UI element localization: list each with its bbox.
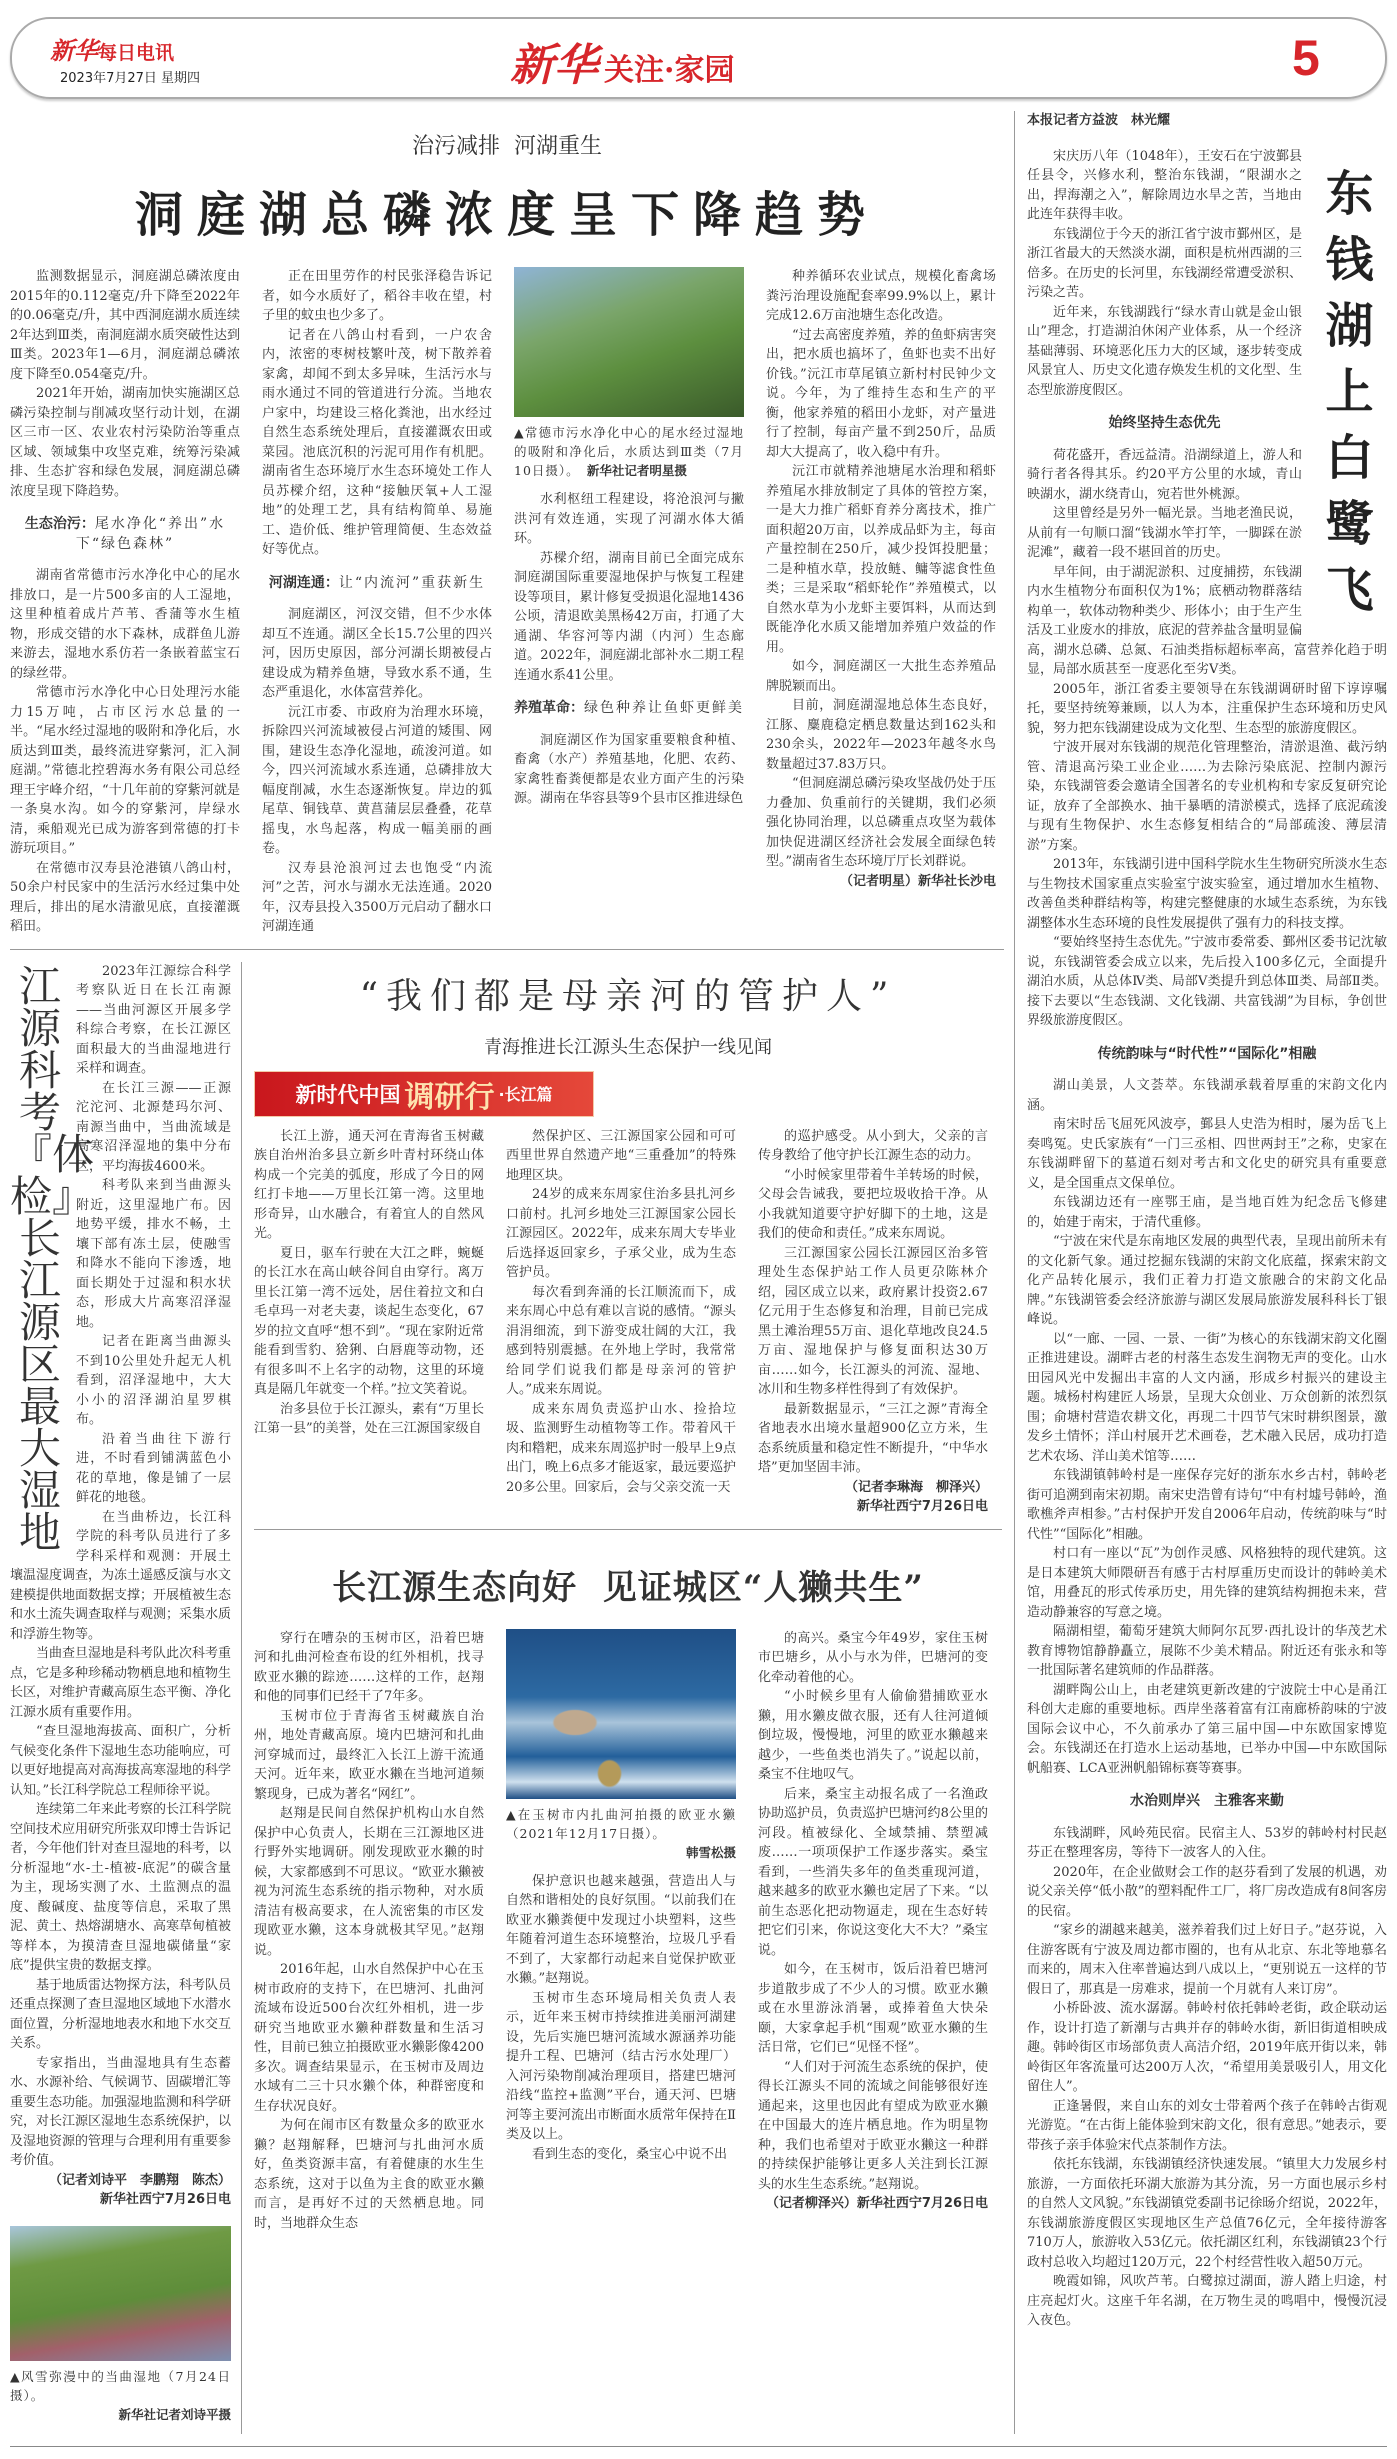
paragraph: 每次看到奔涌的长江顺流而下，成来东周心中总有难以言说的感情。“源头涓涓细流，到下游变成壮阔的大江，我感到特别震撼。在外地上学时，我常常给同学们说我们都是母亲河的管护人。”成来东周说。 [506,1284,736,1397]
section-name: 关注·家园 [604,53,735,88]
paragraph: 村口有一座以“瓦”为创作灵感、风格独特的现代建筑。这是日本建筑大师隈研吾有感于古村厚重历史而设计的韩岭美术馆，用叠瓦的形式传承历史，用先锋的建筑结构拥抱未来，营造动静兼容的写意之境。 [1027,1546,1387,1620]
paragraph: 近年来，东钱湖践行“绿水青山就是金山银山”理念，打造湖泊休闲产业体系，从一个经济基础薄弱、环境恶化压力大的区域，逐步转变成风景宜人、历史文化遗存焕发生机的文化型、生态型旅游度假区。 [1027,304,1302,398]
paragraph: 这里曾经是另外一幅光景。当地老渔民说，从前有一句顺口溜“钱湖水竿打竿，一脚踩在淤泥滩”，藏着一段不堪回首的历史。 [1027,506,1302,560]
paragraph: 然保护区、三江源国家公园和可可西里世界自然遗产地“三重叠加”的特殊地理区块。 [506,1128,736,1183]
dongqian-article [1015,111,1387,2331]
paragraph: 夏日，驱车行驶在大江之畔，蜿蜒的长江水在高山峡谷间自由穿行。离万里长江第一湾不远处，居住着拉文和白毛卓玛一对老夫妻，谈起生态变化，67岁的拉文直呼“想不到”。“现在家附近常能看到雪豹、猞猁、白唇鹿等动物，还有很多叫不上名字的动物，这里的环境真是隔几年就变一个样。”拉文笑着说。 [254,1245,484,1397]
paragraph: “宁波在宋代是东南地区发展的典型代表，呈现出前所未有的文化新气象。通过挖掘东钱湖的宋韵文化底蕴，探索宋韵文化产品转化展示，我们正着力打造文旅融合的宋韵文化品牌。”东钱湖管委会经济旅游与湖区发展局旅游发展科科长丁银峰说。 [1027,1234,1387,1327]
subheading [1027,1045,1387,1065]
masthead [10,17,1387,99]
paragraph: 穿行在嘈杂的玉树市区，沿着巴塘河和扎曲河检查布设的红外相机，找寻欧亚水獭的踪迹……这样的工作，赵翔和他的同事们已经干了7年多。 [254,1630,484,1704]
paragraph: 正在田里劳作的村民张泽稳告诉记者，如今水质好了，稻谷丰收在望，村子里的蚊虫也少多了。 [262,269,492,323]
paragraph: 东钱湖边还有一座鄂王庙，是当地百姓为纪念岳飞修建的，始建于南宋，于清代重修。 [1027,1195,1387,1230]
photo-credit: 新华社记者刘诗平摄 [118,2406,231,2422]
paragraph: 为何在闹市区有数量众多的欧亚水獭？赵翔解释，巴塘河与扎曲河水质好，鱼类资源丰富，有着健康的水生生态系统，这对于以鱼为主食的欧亚水獭而言，是再好不过的天然栖息地。同时，当地群众生态 [254,2118,484,2231]
dongting-col-3 [514,267,744,809]
paragraph: 宋庆历八年（1048年），王安石在宁波鄞县任县令，兴修水利，整治东钱湖，“限湖水之出，捍海潮之入”，解除周边水旱之苦，当地由此连年获得丰收。 [1027,148,1302,222]
banner-text: 新时代中国 [295,1082,401,1107]
paragraph: 东钱湖镇韩岭村是一座保存完好的浙东水乡古村，韩岭老街可追溯到南宋初期。南宋史浩曾有诗句“中有村墟号韩岭，渔歌樵斧声相参。”古村保护开发自2006年启动，传统韵味与“时代性”“国际化”相融。 [1027,1468,1387,1542]
muqinhe-col-1 [254,1127,484,1439]
paper-logo [50,31,174,66]
paragraph: 隔湖相望，葡萄牙建筑大师阿尔瓦罗·西扎设计的华茂艺术教育博物馆静静矗立，展陈不少美术精品。附近还有张永和等一批国际著名建筑师的作品群落。 [1027,1624,1387,1678]
dongting-headline: 洞庭湖总磷浓度呈下降趋势 [134,187,879,243]
dongting-article [10,129,1004,937]
paragraph: 后来，桑宝主动报名成了一名渔政协助巡护员，负责巡护巴塘河约8公里的河段。植被绿化、全域禁捕、禁塑减废……一项项保护工作逐步落实。桑宝看到，一些消失多年的鱼类重现河道，越来越多的欧亚水獭也定居了下来。“以前生态恶化把动物逼走，现在生态好转把它们引来，你说这变化大不大？”桑宝说。 [758,1786,988,1958]
paragraph: 如今，洞庭湖区一大批生态养殖品牌脱颖而出。 [766,659,996,694]
subheading-text: 尾水净化“养出”水下“绿色森林” [75,516,226,552]
dongting-byline: （记者明星）新华社长沙电 [839,873,996,889]
paragraph: 2013年，东钱湖引进中国科学院水生生物研究所淡水生态与生物技术国家重点实验室宁波实验室，通过增加水生植物、改善鱼类种群结构等，构建完整健康的水域生态系统，为东钱湖整体水生态环境的良性发展提供了强有力的科技支撑。 [1027,857,1387,931]
paragraph: 科考队来到当曲源头附近，这里湿地广布。因地势平缓，排水不畅，土壤下部有冻土层，使融雪和降水不能向下渗透，地面长期处于过湿和积水状态，形成大片高寒沼泽湿地。 [76,1178,231,1330]
lower-right-area [242,962,1002,2234]
paragraph: 2005年，浙江省委主要领导在东钱湖调研时留下谆谆嘱托，要坚持统筹兼顾，以人为本，注重保护生态环境和历史风貌，努力把东钱湖建设成为文化型、生态型的旅游度假区。 [1027,681,1387,736]
paper-logo-suffix: 每日电讯 [98,42,175,64]
paragraph: 三江源国家公园长江源园区治多管理处生态保护站工作人员更尕陈林介绍，园区成立以来，政府累计投资2.67亿元用于生态修复和治理，目前已完成黑土滩治理55万亩、退化草地改良24.5万亩、湿地保护与修复面积达30万亩……如今，长江源头的河流、湿地、冰川和生物多样性得到了有效保护。 [758,1245,988,1397]
otter-photo-caption [506,1805,736,1862]
paragraph: 湖南省常德市污水净化中心的尾水排放口，是一片500多亩的人工湿地，这里种植着成片芦苇、香蒲等水生植物，形成交错的水下森林，成群鱼儿游来游去，湿地水系仿若一条嵌着蓝宝石的绿丝带。 [10,568,240,681]
paragraph: 2020年，在企业做财会工作的赵芬看到了发展的机遇，劝说父亲关停“低小散”的塑料配件工厂，将厂房改造成有8间客房的民宿。 [1027,1864,1387,1919]
series-banner [254,1071,594,1117]
dongting-col-4 [766,267,996,891]
dongqian-headline: 东钱湖上白鹭飞 [1325,165,1374,618]
dongting-columns [10,267,1004,937]
paragraph: 成来东周负责巡护山水、捡拾垃圾、监测野生动植物等工作。带着风干肉和糌粑，成来东周巡护时一般早上9点出门，晚上6点多才能返家，最远要巡护20多公里。回家后，会与父亲交流一天 [506,1401,736,1495]
subheading-text: 绿色种养让鱼虾更鲜美 [584,700,744,716]
paragraph: 在当曲桥边，长江科学院的科考队员进行了多学科采样和观测：开展土壤温湿度调查，为冻土遥感反演与水文建模提供地面数据支撑；开展植被生态和水土流失调查取样与观测；采集水质和浮游生物等。 [10,1509,232,1642]
otter-col-3 [758,1629,988,2214]
photo-credit: 新华社记者明星摄 [586,463,687,478]
subheading [262,574,492,594]
jiangyuan-article [10,962,242,2434]
paragraph: 治多县位于长江源头，素有“万里长江第一县”的美誉，处在三江源国家级自 [254,1401,484,1436]
paragraph: 荷花盛开，香远益清。沿湖绿道上，游人和骑行者各得其乐。约20平方公里的水域，青山映湖水，湖水绕青山，宛若世外桃源。 [1027,447,1302,502]
muqinhe-headline: “我们都是母亲河的管护人” [359,975,897,1017]
paragraph: 2016年起，山水自然保护中心在玉树市政府的支持下，在巴塘河、扎曲河流域布设近500台次红外相机，进一步研究当地欧亚水獭种群数量和生活习性，目前已独立拍摄欧亚水獭影像4200多次。调查结果显示，在玉树市及周边水域有二三十只水獭个体，种群密度和生存状况良好。 [254,1962,484,2114]
paragraph: 看到生态的变化，桑宝心中说不出 [532,2146,728,2162]
otter-col-2-text [506,1872,736,2165]
subheading-label: 传统韵味与“时代性”“国际化”相融 [1097,1045,1317,1062]
paragraph: “过去高密度养殖，养的鱼虾病害突出，把水质也搞坏了，鱼虾也卖不出好价钱。”沅江市草尾镇立新村村民钟少文说。今年，为了维持生态和生产的平衡，他家养殖的稻田小龙虾，对产量进行了控制，每亩产量不到250斤，品质却大大提高了，收入稳中有升。 [766,327,996,460]
subheading-label: 河湖连通： [268,574,339,591]
paragraph: 专家指出，当曲湿地具有生态蓄水、水源补给、气候调节、固碳增汇等重要生态功能。加强湿地监测和科学研究，对长江源区湿地生态系统保护，以及湿地资源的管理与合理利用有重要参考价值。 [10,2055,232,2168]
paragraph: 当曲查旦湿地是科考队此次科考重点，它是多种珍稀动物栖息地和植物生长区，对维护青藏高原生态平衡、净化江源水质有重要作用。 [10,1646,232,1720]
paragraph: 在长江三源——正源沱沱河、北源楚玛尔河、南源当曲中，当曲流域是高寒沼泽湿地的集中分布区，平均海拔4600米。 [76,1080,231,1174]
paragraph: 苏樑介绍，湖南目前已全面完成东洞庭湖国际重要湿地保护与恢复工程建设等项目，累计修复受损退化湿地1436公顷，清退欧美黑杨42万亩，打通了大通湖、华容河等内湖（内河）生态廊道。2022年，洞庭湖北部补水二期工程连通水系41公里。 [514,550,744,683]
otter-col-1 [254,1629,484,2234]
paragraph: 长江上游，通天河在青海省玉树藏族自治州治多县立新乡叶青村环绕山体构成一个完美的弧度，形成了今日的网红打卡地——万里长江第一湾。这里地形奇异，山水融合，有着宜人的自然风光。 [254,1128,484,1241]
subheading-text: 让“内流河”重获新生 [338,574,486,591]
caption-text: ▲风雪弥漫中的当曲湿地（7月24日摄）。 [10,2368,231,2403]
left-area [10,111,1015,2434]
muqinhe-col-2 [506,1127,736,1498]
muqinhe-col-3 [758,1127,988,1517]
issue-date: 2023年7月27日 星期四 [60,71,201,86]
lower-area [10,949,1004,2434]
section-logo [510,29,734,93]
otter-headline: 长江源生态向好 见证城区“人獭共生” [332,1567,924,1608]
paragraph: 最新数据显示，“三江之源”青海全省地表水出境水量超900亿立方米，生态系统质量和稳定性不断提升，“中华水塔”更加坚固丰沛。 [758,1401,988,1475]
dongting-col-3-text [514,490,744,809]
caption-text: ▲常德市污水净化中心的尾水经过湿地的吸附和净化后，水质达到Ⅲ类（7月10日摄）。 [514,425,744,478]
paragraph: 东钱湖畔，风岭苑民宿。民宿主人、53岁的韩岭村村民赵芬正在整理客房，等待下一波客人的入住。 [1027,1825,1387,1860]
paragraph: 宁波开展对东钱湖的规范化管理整治，清淤退渔、截污纳管、清退高污染工业企业……为去除污染底泥、控制内源污染，东钱湖管委会邀请全国著名的专业机构和专家反复研究论证，放弃了全部换水、抽干暴晒的清淤模式，选择了底泥疏浚与现有生物保护、水生态修复相结合的“局部疏浚、薄层清淤”方案。 [1027,740,1387,853]
paragraph: 早年间，由于湖泥淤积、过度捕捞，东钱湖内水生植物分布面积仅为1%；底栖动物群落结构单一，软体动物种类少、形体小；由于生产生活及工业废水的排放，底泥的营养盐含量明显偏高，湖水总磷、总氮、石油类指标超标率高，富营养化趋于明显，局部水质甚至一度恶化至劣Ⅴ类。 [1027,564,1387,677]
paragraph: 水利枢纽工程建设，将沧浪河与撇洪河有效连通，实现了河湖水体大循环。 [514,492,744,546]
paragraph: 南宋时岳飞屈死风波亭，鄞县人史浩为相时，屡为岳飞上奏鸣冤。史氏家族有“一门三丞相、四世两封王”之称，史家在东钱湖畔留下的墓道石刻对考古和文化史的研究具有重要意义，是全国重点文保单位。 [1027,1117,1387,1191]
subheading-label: 生态治污： [24,516,95,532]
paragraph: 东钱湖位于今天的浙江省宁波市鄞州区，是浙江省最大的天然淡水湖，面积是杭州西湖的三倍多。在历史的长河里，东钱湖经常遭受淤积、污染之苦。 [1027,226,1302,300]
paragraph: 沿着当曲往下游行进，不时看到铺满蓝色小花的草地，像是铺了一层鲜花的地毯。 [76,1431,231,1505]
dongting-kicker: 治污减排 河湖重生 [412,134,602,159]
paragraph: 如今，在玉树市，饭后沿着巴塘河步道散步成了不少人的习惯。欧亚水獭或在水里游泳消暑，或捧着鱼大快朵颐，大家拿起手机“围观”欧亚水獭的生活日常，它们已“见怪不怪”。 [758,1962,988,2055]
muqinhe-subtitle: 青海推进长江源头生态保护一线见闻 [484,1036,772,1058]
jiangyuan-reporters: （记者刘诗平 李鹏翔 陈杰） [48,2172,231,2188]
paragraph: 常德市污水净化中心日处理污水能力15万吨，占市区污水总量的一半。“尾水经过湿地的吸附和净化后，水质达到Ⅲ类，最终流进穿紫河，汇入洞庭湖。”常德北控碧海水务有限公司总经理王宇峰介绍，“十几年前的穿紫河就是一条臭水沟。如今的穿紫河，岸绿水清，乘船观光已成为游客到常德的打卡游玩项目。” [10,685,240,856]
banner-text: 调研行 [404,1079,495,1115]
paragraph: 玉树市生态环境局相关负责人表示，近年来玉树市持续推进美丽河湖建设，先后实施巴塘河流域水源涵养功能提升工程、巴塘河（结古污水处理厂）入河污染物削减治理项目，搭建巴塘河沿线“监控+监测”平台，通天河、巴塘河等主要河流出市断面水质常年保持在Ⅱ类及以上。 [506,1990,736,2142]
paragraph: 保护意识也越来越强，营造出人与自然和谐相处的良好氛围。“以前我们在欧亚水獭粪便中发现过小块塑料，这些年随着河道生态环境整治，垃圾几乎看不到了，大家都行动起来自觉保护欧亚水獭。”赵翔说。 [506,1873,736,1986]
otter-article [254,1529,1002,2234]
paragraph: “小时候乡里有人偷偷猎捕欧亚水獭，用水獭皮做衣服，还有人往河道倾倒垃圾，慢慢地，河里的欧亚水獭越来越少，一些鱼类也消失了。”说起以前，桑宝不住地叹气。 [758,1689,988,1782]
paragraph: 在常德市汉寿县沧港镇八鸽山村，50余户村民家中的生活污水经过集中处理后，排出的尾水清澈见底，直接灌溉稻田。 [10,860,240,934]
paragraph: 洞庭湖区作为国家重要粮食种植、畜禽（水产）养殖基地，化肥、农药、家禽牲畜粪便都是农业方面产生的污染源。湖南在华容县等9个县市区推进绿色 [514,732,744,806]
paragraph: “要始终坚持生态优先。”宁波市委常委、鄞州区委书记沈敏说，东钱湖管委会成立以来，先后投入100多亿元，全面提升湖泊水质，从总体Ⅳ类、局部Ⅴ类提升到总体Ⅲ类、局部Ⅱ类。接下去要以“生态钱湖、文化钱湖、共富钱湖”为目标，争创世界级旅游度假区。 [1027,935,1387,1028]
otter-col-2 [506,1629,736,2165]
paragraph: 汉寿县沧浪河过去也饱受“内流河”之苦，河水与湖水无法连通。2020年，汉寿县投入3500万元启动了翻水口河湖连通 [262,860,492,934]
subheading [10,515,240,554]
dongting-photo [514,267,744,417]
jiangyuan-dateline: 新华社西宁7月26日电 [99,2192,231,2207]
paragraph: 的巡护感受。从小到大，父亲的言传身教给了他守护长江源生态的动力。 [758,1128,988,1163]
dongting-col-4-text [766,267,996,872]
banner-text: ·长江篇 [498,1085,553,1104]
subheading-label: 水治则岸兴 主雅客来勤 [1130,1793,1284,1809]
muqinhe-article [254,968,1002,1517]
subheading [1027,1792,1387,1812]
muqinhe-dateline: 新华社西宁7月26日电 [856,1499,988,1514]
paragraph: “查旦湿地海拔高、面积广，分析气候变化条件下湿地生态功能响应，可以更好地提高对高海拔高寒湿地的科学认知。”长江科学院总工程师徐平说。 [10,1724,232,1798]
paragraph: 晚霞如锦，风吹芦苇。白鹭掠过湖面，游人踏上归途，村庄亮起灯火。这座千年名湖，在万物生灵的鸣唱中，慢慢沉浸入夜色。 [1027,2274,1387,2328]
paragraph: 依托东钱湖，东钱湖镇经济快速发展。“镇里大力发展乡村旅游，一方面依托环湖大旅游为其分流，另一方面也展示乡村的自然人文风貌。”东钱湖镇党委副书记徐旸介绍说，2022年，东钱湖旅游度假区实现地区生产总值76亿元，全年接待游客710万人，旅游收入53亿元。依托湖区红利，东钱湖镇23个行政村总收入均超过120万元，22个村经营性收入超50万元。 [1027,2157,1387,2270]
paragraph: 基于地质雷达物探方法，科考队员还重点探测了查旦湿地区域地下水潜水面位置，分析湿地地表水和地下水交互关系。 [10,1977,232,2051]
dongqian-author: 本报记者方益波 林光耀 [1027,113,1171,128]
paragraph: 小桥卧波、流水潺潺。韩岭村依托韩岭老街，政企联动运作，设计打造了新潮与古典并存的韩岭水街，新旧街道相映成趣。韩岭街区市场部负责人高洁介绍，2019年底开街以来，韩岭街区年客流量可达200万人次，“希望用美景吸引人，用文化留住人”。 [1027,2001,1387,2094]
bottom-rule [10,2446,1387,2447]
subheading-label: 始终坚持生态优先 [1108,415,1221,431]
paragraph: 的高兴。桑宝今年49岁，家住玉树市巴塘乡，从小与水为伴，巴塘河的变化牵动着他的心。 [758,1630,988,1685]
dongting-col-1 [10,267,240,937]
paragraph: 记者在距离当曲源头不到10公里处升起无人机看到，沼泽湿地中，大大小小的沼泽湖泊星罗棋布。 [76,1334,231,1427]
paragraph: 记者在八鸽山村看到，一户农舍内，浓密的枣树枝繁叶茂，树下散养着家禽，却闻不到太多异味，生活污水与雨水通过不同的管道进行分流。当地农户家中，均建设三格化粪池，出水经过自然生态系统处理后，直接灌溉农田或菜园。池底沉积的污泥可用作有机肥。湖南省生态环境厅水生态环境处工作人员苏樑介绍，这种“接触厌氧+人工湿地”的处理工艺，具有结构简单、易施工、造价低、维护管理简便、生态效益好等优点。 [262,327,492,557]
caption-text: ▲在玉树市内扎曲河拍摄的欧亚水獭（2021年12月17日摄）。 [506,1806,736,1841]
muqinhe-reporters: （记者李琳海 柳泽兴） [844,1479,988,1495]
paragraph: 2023年江源综合科学考察队近日在长江南源——当曲河源区开展多学科综合考察，在长江源区面积最大的当曲湿地进行采样和调查。 [76,963,231,1076]
dongting-col-2 [262,267,492,937]
subheading-label: 养殖革命： [514,700,584,716]
paragraph: “小时候家里带着牛羊转场的时候，父母会告诫我，要把垃圾收拾干净。从小我就知道要守护好脚下的土地，这是我们的使命和责任。”成来东周说。 [758,1167,988,1241]
paragraph: 监测数据显示，洞庭湖总磷浓度由2015年的0.112毫克/升下降至2022年的0.06毫克/升，其中西洞庭湖水质连续2年达到Ⅲ类，南洞庭湖水质突破性达到Ⅲ类。2023年1—6月，洞庭湖总磷浓度下降至0.054毫克/升。 [10,269,240,382]
subheading [514,699,744,719]
paragraph: 洞庭湖区，河汊交错，但不少水体却互不连通。湖区全长15.7公里的四兴河，因历史原因，部分河湖长期被侵占建设成为精养鱼塘，导致水系不通，生态严重退化，水体富营养化。 [262,607,492,700]
photo-credit: 韩雪松摄 [685,1844,736,1860]
paragraph: 正逢暑假，来自山东的刘女士带着两个孩子在韩岭古街观光游览。“在古街上能体验到宋韵文化，很有意思。”她表示，要带孩子亲手体验宋代点茶制作方法。 [1027,2098,1387,2153]
paragraph: 24岁的成来东周家住治多县扎河乡口前村。扎河乡地处三江源国家公园长江源园区。2022年，成来东周大专毕业后选择返回家乡，子承父业，成为生态管护员。 [506,1187,736,1280]
muqinhe-col-3-text [758,1127,988,1478]
paragraph: 以“一廊、一园、一景、一街”为核心的东钱湖宋韵文化圈正推进建设。湖畔古老的村落生态发生润物无声的变化。山水田园风光中发掘出丰富的人文内涵，形成乡村振兴的建设主题。城杨村构建匠人场景，呈现大众创业、万众创新的浓烈氛围；俞塘村营造农耕文化，再现二十四节气宋时耕织图景，激发乡土情怀；洋山村展开艺术画卷，艺术融入民居，成功打造艺术农场、洋山美术馆等…… [1027,1331,1387,1464]
jiangyuan-photo-caption [10,2367,231,2424]
paragraph: 玉树市位于青海省玉树藏族自治州，地处青藏高原。境内巴塘河和扎曲河穿城而过，最终汇入长江上游干流通天河。近年来，欧亚水獭在当地河道频繁现身，已成为著名“网红”。 [254,1708,484,1802]
paragraph: 湖畔陶公山上，由老建筑更新改建的宁波院士中心是甬江科创大走廊的重要地标。西岸坐落着富有江南廊桥韵味的宁波国际会议中心，不久前承办了第三届中国—中东欧国家博览会。东钱湖还在打造水上运动基地，已举办中国—中东欧国际帆船赛、LCA亚洲帆船锦标赛等赛事。 [1027,1682,1387,1776]
section-brand: 新华 [510,40,598,91]
otter-byline: （记者柳泽兴）新华社西宁7月26日电 [765,2196,988,2211]
dongting-photo-caption [514,423,744,480]
otter-col-3-text [758,1629,988,2195]
paragraph: 2021年开始，湖南加快实施湖区总磷污染控制与削减攻坚行动计划，在湖区三市一区、农业农村污染防治等重点区域、领域集中攻坚克难，统筹污染减排、生态扩容和绿色发展，洞庭湖总磷浓度呈现下降趋势。 [10,386,240,499]
paragraph: 湖山美景，人文荟萃。东钱湖承载着厚重的宋韵文化内涵。 [1027,1078,1387,1113]
paragraph: 沅江市委、市政府为治理水环境，拆除四兴河流域被侵占河道的矮围、网围，建设生态净化湿地，疏浚河道。如今，四兴河流域水系连通，总磷排放大幅度削减，水生态逐渐恢复。岸边的狐尾草、铜钱草、黄菖蒲层层叠叠，花草摇曳，水鸟起落，构成一幅美丽的画卷。 [262,704,492,856]
paper-logo-brand: 新华 [50,36,98,65]
paragraph: “人们对于河流生态系统的保护，使得长江源头不同的流域之间能够很好连通起来，这里也因此有望成为欧亚水獭在中国最大的连片栖息地。作为明星物种，我们也希望对于欧亚水獭这一种群的持续保护能够让更多人关注到长江源头的水生生态系统。”赵翔说。 [758,2059,988,2192]
paragraph: “家乡的湖越来越美，滋养着我们过上好日子。”赵芬说，入住游客既有宁波及周边都市圈的，也有从北京、东北等地慕名而来的，周末入住率普遍达到八成以上，“更别说五一这样的节假日了，那真是一房难求，提前一个月就有人来订房”。 [1027,1923,1387,1997]
page-body [10,111,1387,2434]
otter-photo [506,1629,736,1799]
jiangyuan-headline: 江源科考『体检』长江源区最大湿地 [10,961,95,1557]
paragraph: 目前，洞庭湖湿地总体生态良好，江豚、麋鹿稳定栖息数量达到162头和230余头，2022年—2023年越冬水鸟数量超过37.83万只。 [766,698,996,772]
paragraph: 种养循环农业试点，规模化畜禽场粪污治理设施配套率99.9%以上，累计完成12.6万亩池塘生态化改造。 [766,269,996,323]
paragraph: 沅江市就精养池塘尾水治理和稻虾养殖尾水排放制定了具体的管控方案，一是大力推广稻虾育养分离技术，推广面积超20万亩，以养成品虾为主，每亩产量控制在250斤，减少投饵投肥量；二是种植水草，投放鲢、鳙等滤食性鱼类；三是采取“稻虾轮作”养殖模式，以自然水草为小龙虾主要饵料，从而达到既能净化水质又能增加养殖户效益的作用。 [766,464,996,655]
paragraph: 赵翔是民间自然保护机构山水自然保护中心负责人，长期在三江源地区进行野外实地调研。刚发现欧亚水獭的时候，大家都感到不可思议。“欧亚水獭被视为河流生态系统的指示物种，对水质清洁有极高要求，在人流密集的市区发现欧亚水獭，这本身就极其罕见。”赵翔说。 [254,1806,484,1958]
paragraph: 连续第二年来此考察的长江科学院空间技术应用研究所张双印博士告诉记者，今年他们针对查旦湿地的科考，以分析湿地“水-土-植被-底泥”的碳含量为主，现场实测了水、土监测点的温度、酸碱度、盐度等信息，采取了黑泥、黄土、热熔湖塘水、高寒草甸植被等样本，为摸清查旦湿地碳储量“家底”提供宝贵的数据支撑。 [10,1802,232,1973]
paragraph: “但洞庭湖总磷污染攻坚战仍处于压力叠加、负重前行的关键期，我们必须强化协同治理，以总磷重点攻坚为载体加快促进湖区经济社会发展全面绿色转型。”湖南省生态环境厅厅长刘群说。 [766,776,996,869]
otter-columns [254,1629,1002,2234]
jiangyuan-photo [10,2226,231,2361]
muqinhe-columns [254,1127,1002,1517]
page-number: 5 [1292,30,1320,86]
